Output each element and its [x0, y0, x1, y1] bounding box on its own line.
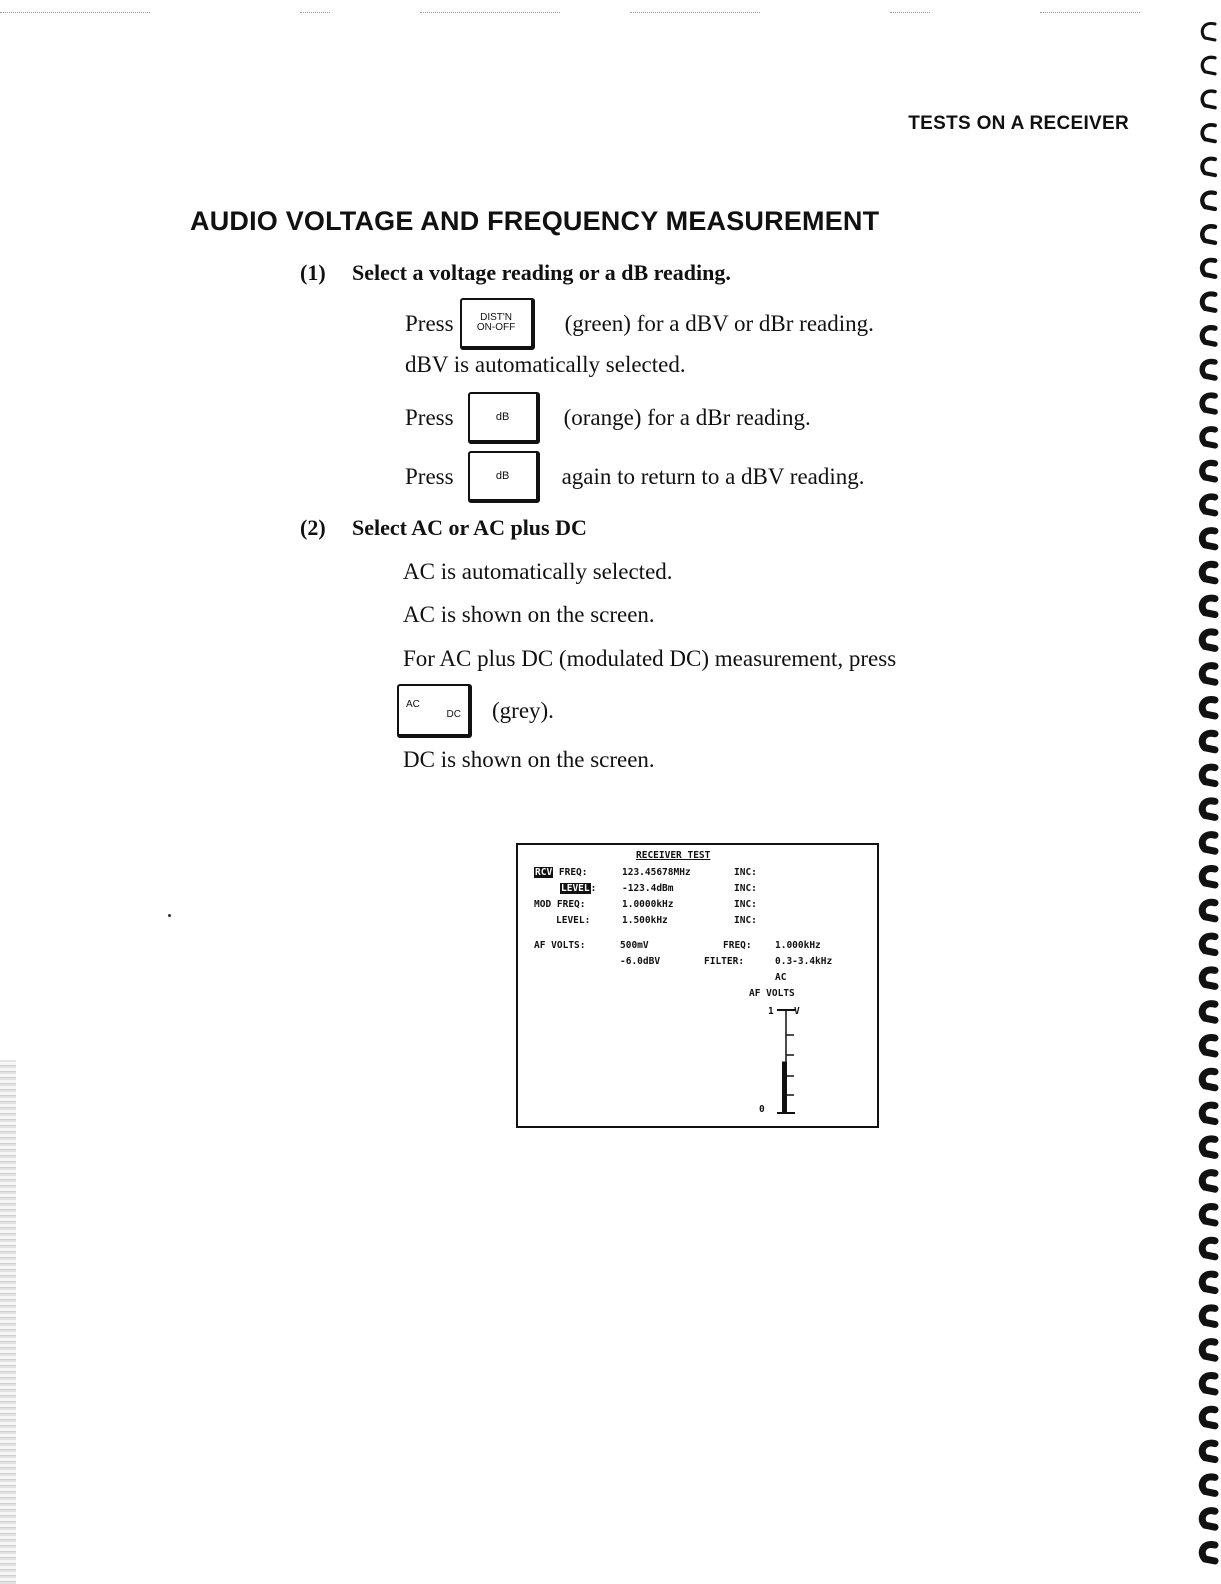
- binding-ring: [1202, 564, 1215, 581]
- row-label: :: [590, 883, 597, 894]
- binding-ring: [1202, 801, 1215, 818]
- binding-ring: [1202, 1477, 1215, 1494]
- row-label: MOD FREQ:: [534, 899, 586, 910]
- af-volts-label: AF VOLTS:: [534, 940, 586, 951]
- af-volts-value: 500mV: [620, 940, 649, 951]
- binding-ring: [1202, 970, 1215, 987]
- binding-ring: [1202, 395, 1215, 412]
- step-1-line-4: [405, 451, 865, 503]
- row-inc: INC:: [734, 867, 757, 878]
- binding-ring: [1202, 1409, 1215, 1426]
- meter-top-label: 1: [768, 1006, 774, 1017]
- binding-ring: [1202, 125, 1215, 142]
- db-key[interactable]: dB: [468, 392, 540, 444]
- binding-ring: [1202, 1139, 1215, 1156]
- scan-edge-line: [1040, 12, 1140, 13]
- receiver-test-screen: [516, 843, 879, 1128]
- coupling-indicator: AC: [775, 972, 787, 983]
- ac-dc-key[interactable]: [397, 684, 472, 738]
- binding-ring: [1202, 226, 1215, 243]
- row-inc: INC:: [734, 899, 757, 910]
- row-inc: INC:: [734, 883, 757, 894]
- binding-ring: [1202, 1105, 1215, 1122]
- row-label: FREQ:: [553, 867, 588, 878]
- distn-on-off-key[interactable]: [460, 298, 535, 350]
- binding-ring: [1202, 294, 1215, 311]
- binding-ring: [1202, 530, 1215, 547]
- step-2-line-2: AC is shown on the screen.: [403, 602, 655, 627]
- af-volts-meter: [773, 1005, 803, 1120]
- step-2-line-5: DC is shown on the screen.: [403, 747, 655, 772]
- step-2-line-3: For AC plus DC (modulated DC) measurement, press: [403, 646, 897, 671]
- step-number: (2): [300, 515, 326, 540]
- step-2-line-1: AC is automatically selected.: [403, 559, 673, 584]
- binding-ring: [1202, 361, 1215, 378]
- key-label-bottom: DC: [446, 709, 461, 720]
- instruction-text: (grey).: [492, 698, 554, 723]
- step-2-line-4: [397, 683, 554, 739]
- binding-ring: [1202, 1071, 1215, 1088]
- binding-ring: [1202, 699, 1215, 716]
- filter-value: 0.3-3.4kHz: [775, 956, 833, 967]
- step-number: (1): [300, 260, 326, 285]
- binding-ring: [1202, 835, 1215, 852]
- binding-ring: [1202, 497, 1215, 514]
- af-dbv-value: -6.0dBV: [620, 956, 661, 967]
- scan-edge-line: [300, 12, 330, 13]
- binding-ring: [1202, 1240, 1215, 1257]
- screen-row-rcv-freq: [534, 867, 588, 878]
- binding-ring: [1202, 192, 1215, 209]
- running-header: TESTS ON A RECEIVER: [908, 113, 1129, 134]
- row-value: 1.0000kHz: [622, 899, 674, 910]
- binding-ring: [1202, 1375, 1215, 1392]
- row-label: LEVEL:: [556, 915, 591, 926]
- meter-level-bar: [782, 1062, 787, 1114]
- binding-ring: [1202, 1544, 1215, 1561]
- binding-ring: [1202, 1511, 1215, 1528]
- binding-ring: [1202, 1004, 1215, 1021]
- freq-value: 1.000kHz: [775, 940, 821, 951]
- binding-ring: [1202, 328, 1215, 345]
- binding-ring: [1202, 1173, 1215, 1190]
- filter-label: FILTER:: [704, 956, 745, 967]
- step-heading-text: Select AC or AC plus DC: [352, 515, 587, 540]
- meter-unit: V: [794, 1006, 800, 1017]
- binding-ring: [1202, 632, 1215, 649]
- step-heading-text: Select a voltage reading or a dB reading.: [352, 260, 731, 285]
- row-value: -123.4dBm: [622, 883, 674, 894]
- binding-ring: [1202, 1308, 1215, 1325]
- row-value: 1.500kHz: [622, 915, 668, 926]
- binding-ring: [1202, 1274, 1215, 1291]
- screen-title: RECEIVER TEST: [636, 850, 711, 861]
- step-1-heading: [300, 260, 731, 286]
- screen-row-level: [560, 883, 596, 894]
- binding-ring: [1202, 429, 1215, 446]
- freq-label: FREQ:: [723, 940, 752, 951]
- binding-ring: [1202, 598, 1215, 615]
- binding-ring: [1202, 767, 1215, 784]
- row-value: 123.45678MHz: [622, 867, 691, 878]
- inverse-label: RCV: [535, 867, 553, 878]
- key-label-bottom: ON-OFF: [476, 322, 516, 333]
- key-label-top: DIST'N: [480, 312, 513, 323]
- meter-bottom-label: 0: [759, 1104, 765, 1115]
- binding-ring: [1202, 936, 1215, 953]
- scan-edge-line: [420, 12, 560, 13]
- step-1-line-1: [405, 296, 874, 352]
- binding-ring: [1202, 1206, 1215, 1223]
- row-inc: INC:: [734, 915, 757, 926]
- instruction-text: again to return to a dBV reading.: [561, 464, 865, 489]
- binding-ring: [1202, 463, 1215, 480]
- scan-edge-line: [630, 12, 760, 13]
- key-label-top: AC: [406, 699, 420, 710]
- binding-ring: [1202, 260, 1215, 277]
- scan-edge-line: [0, 12, 150, 13]
- inverse-label: LEVEL: [561, 883, 590, 894]
- step-1-line-2: dBV is automatically selected.: [405, 352, 686, 377]
- spiral-binding: [1185, 0, 1221, 1584]
- binding-ring: [1202, 23, 1215, 40]
- binding-ring: [1202, 1037, 1215, 1054]
- scan-shadow: [0, 1060, 16, 1584]
- instruction-text: (green) for a dBV or dBr reading.: [564, 311, 874, 336]
- binding-ring: [1202, 57, 1215, 74]
- binding-ring: [1202, 868, 1215, 885]
- step-1-line-3: [405, 392, 811, 444]
- binding-ring: [1202, 733, 1215, 750]
- binding-ring: [1202, 91, 1215, 108]
- step-2-heading: [300, 515, 587, 541]
- binding-ring: [1202, 1443, 1215, 1460]
- binding-ring: [1202, 1342, 1215, 1359]
- speck: [168, 914, 171, 917]
- binding-ring: [1202, 902, 1215, 919]
- db-key[interactable]: dB: [468, 451, 540, 503]
- instruction-text: (orange) for a dBr reading.: [563, 405, 811, 430]
- meter-title: AF VOLTS: [749, 988, 795, 999]
- binding-ring: [1202, 666, 1215, 683]
- press-text: Press: [405, 311, 454, 336]
- binding-ring: [1202, 159, 1215, 176]
- scan-edge-line: [890, 12, 930, 13]
- section-title: AUDIO VOLTAGE AND FREQUENCY MEASUREMENT: [190, 206, 880, 236]
- press-text: Press: [405, 464, 454, 489]
- press-text: Press: [405, 405, 454, 430]
